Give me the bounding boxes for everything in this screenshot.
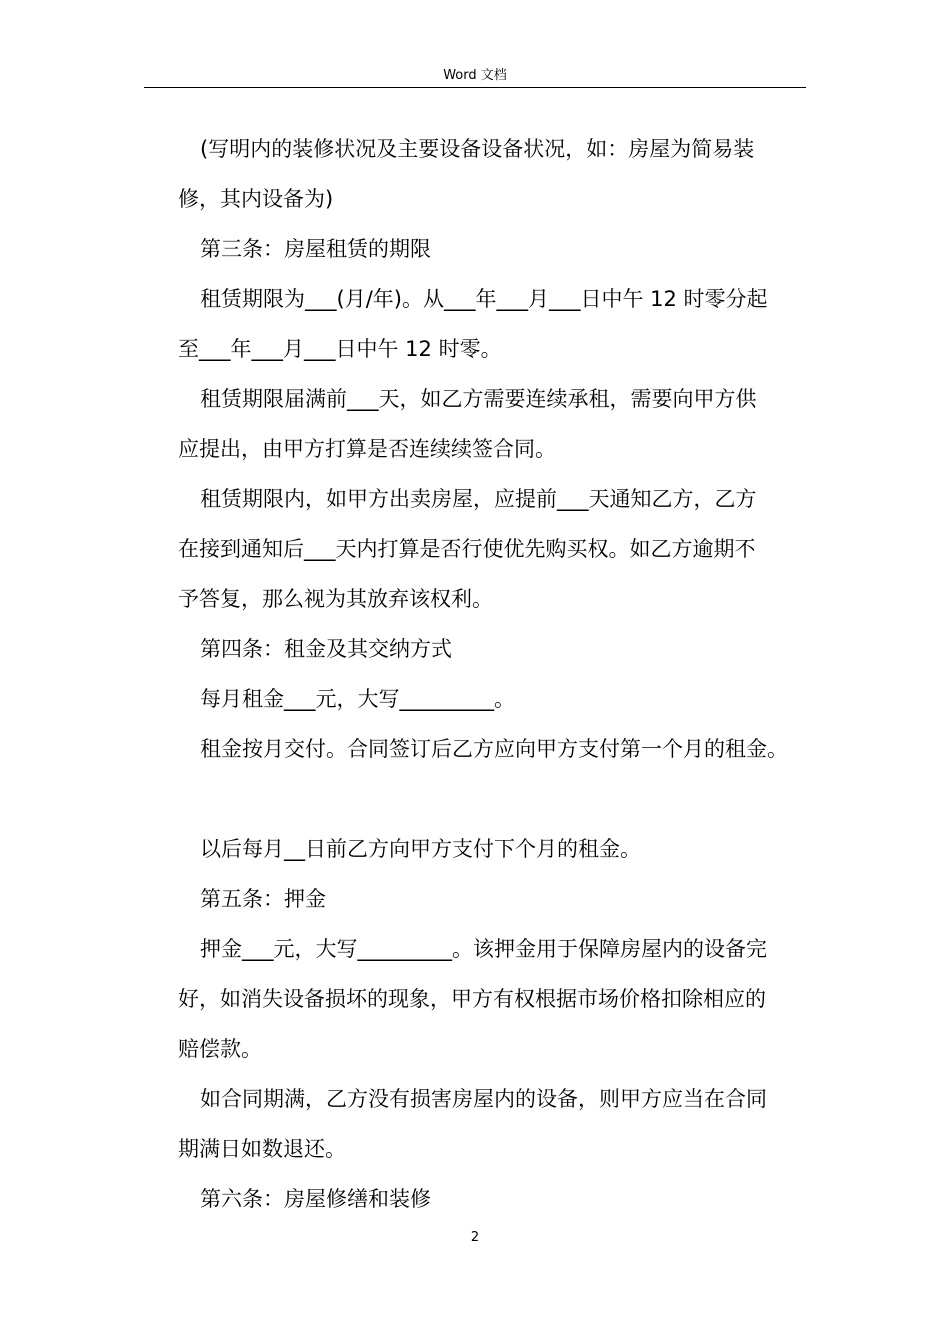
paragraph-line: 租金按月交付。合同签订后乙方应向甲方支付第一个月的租金。 (200, 737, 788, 761)
paragraph-line: 予答复，那么视为其放弃该权利。 (178, 587, 493, 611)
paragraph-line: 每月租金___元，大写_________。 (200, 687, 515, 711)
paragraph-line: 修，其内设备为) (178, 187, 334, 211)
paragraph-line: 应提出，由甲方打算是否连续续签合同。 (178, 437, 556, 461)
paragraph-gap (178, 774, 818, 824)
paragraph-line: (写明内的装修状况及主要设备设备状况，如：房屋为简易装 (200, 137, 755, 161)
paragraph-line: 期满日如数退还。 (178, 1137, 346, 1161)
page-number: 2 (470, 1230, 480, 1245)
paragraph-line: 租赁期限为___(月/年)。从___年___月___日中午 12 时零分起 (200, 287, 768, 311)
paragraph-line: 租赁期限内，如甲方出卖房屋，应提前___天通知乙方，乙方 (200, 487, 757, 511)
section-heading: 第五条：押金 (200, 887, 326, 911)
paragraph-line: 在接到通知后___天内打算是否行使优先购买权。如乙方逾期不 (178, 537, 756, 561)
section-heading: 第六条：房屋修缮和装修 (200, 1187, 431, 1211)
paragraph-line: 赔偿款。 (178, 1037, 262, 1061)
document-body (178, 124, 818, 1224)
section-heading: 第三条：房屋租赁的期限 (200, 237, 431, 261)
paragraph-line: 租赁期限届满前___天，如乙方需要连续承租，需要向甲方供 (200, 387, 757, 411)
header-rule (144, 87, 806, 88)
paragraph-line: 以后每月__日前乙方向甲方支付下个月的租金。 (200, 837, 641, 861)
paragraph-line: 押金___元，大写_________。该押金用于保障房屋内的设备完 (200, 937, 767, 961)
page-header: Word 文档 (443, 68, 507, 83)
section-heading: 第四条：租金及其交纳方式 (200, 637, 452, 661)
paragraph-line: 至___年___月___日中午 12 时零。 (178, 337, 502, 361)
paragraph-line: 好，如消失设备损坏的现象，甲方有权根据市场价格扣除相应的 (178, 987, 766, 1011)
paragraph-line: 如合同期满，乙方没有损害房屋内的设备，则甲方应当在合同 (200, 1087, 767, 1111)
